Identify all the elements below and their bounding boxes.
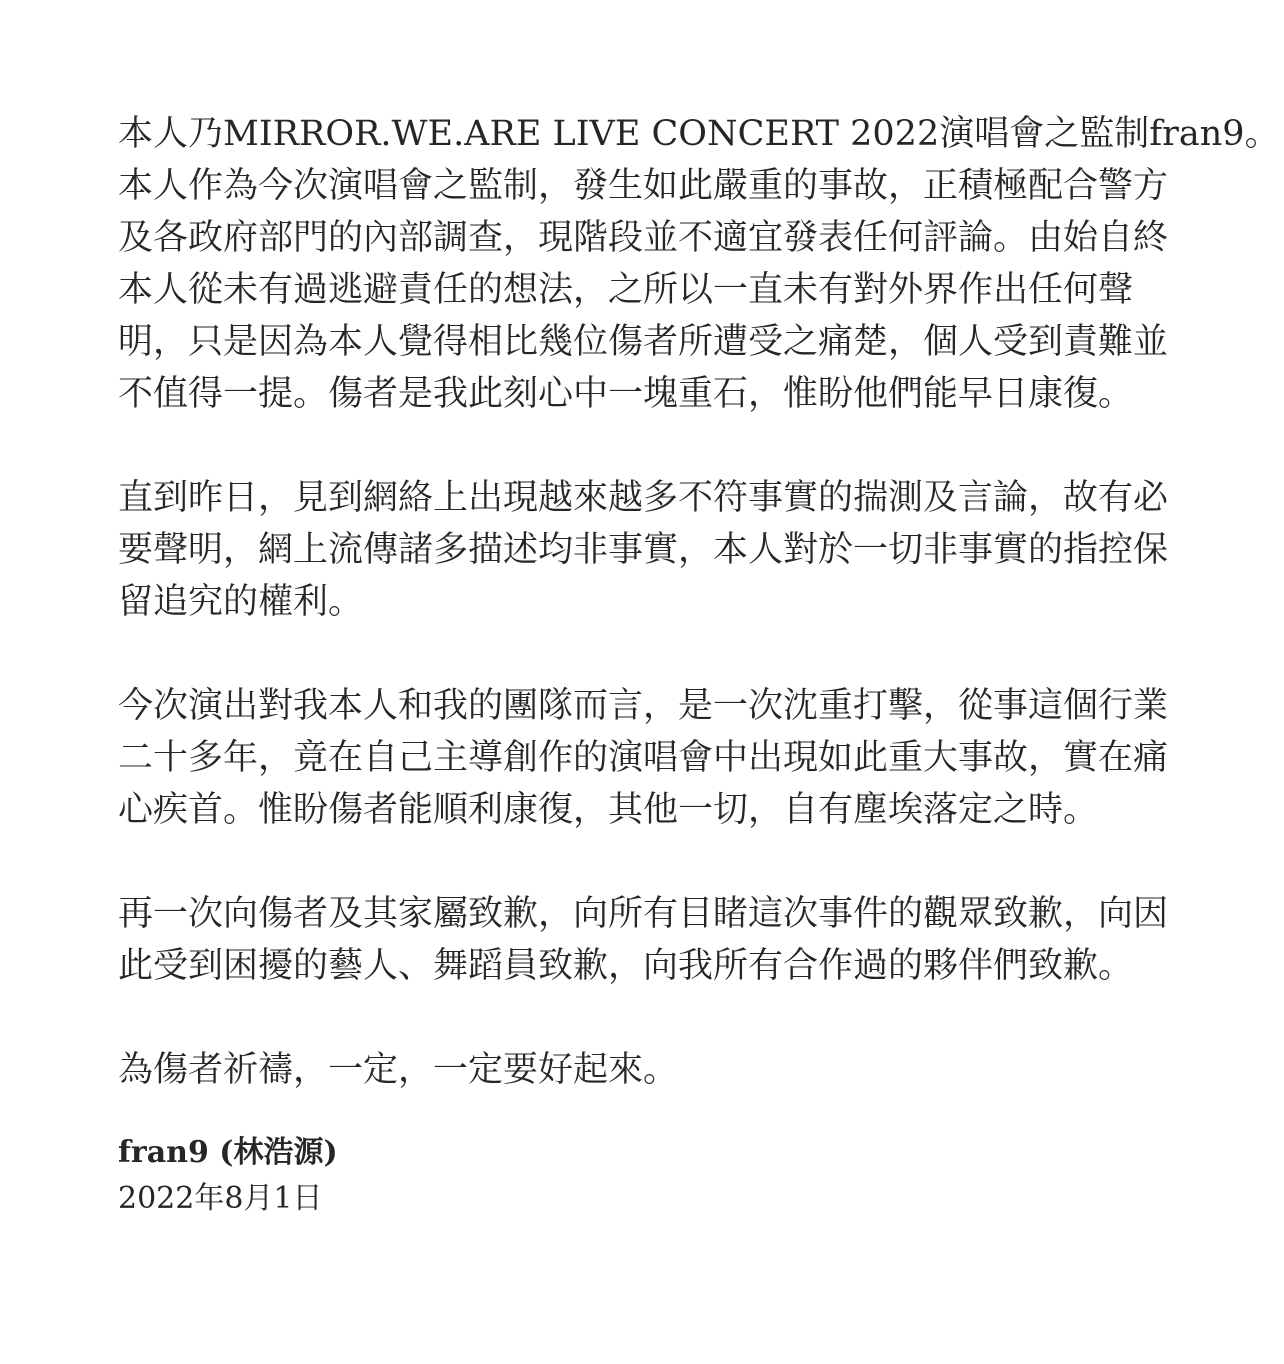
paragraph-3 — [118, 680, 1188, 836]
paragraph-5 — [118, 1044, 1188, 1096]
text-line: 此受到困擾的藝人、舞蹈員致歉，向我所有合作過的夥伴們致歉。 — [118, 946, 1134, 986]
text-line: 心疾首。惟盼傷者能順利康復，其他一切，自有塵埃落定之時。 — [118, 790, 1099, 830]
text-line: 直到昨日，見到網絡上出現越來越多不符事實的揣測及言論，故有必 — [118, 478, 1169, 518]
text-line: 本人乃MIRROR.WE.ARE LIVE CONCERT 2022演唱會之監制fran9。 — [118, 114, 1280, 154]
text-line: 明，只是因為本人覺得相比幾位傷者所遭受之痛楚，個人受到責難並 — [118, 322, 1169, 362]
signature-name: fran9 (林浩源) — [118, 1135, 338, 1170]
text-line: 本人作為今次演唱會之監制，發生如此嚴重的事故，正積極配合警方 — [118, 166, 1169, 206]
text-line: 留追究的權利。 — [118, 582, 364, 622]
text-line: 今次演出對我本人和我的團隊而言，是一次沈重打擊，從事這個行業 — [118, 686, 1169, 726]
text-line: 為傷者祈禱，一定，一定要好起來。 — [118, 1050, 679, 1090]
paragraph-4 — [118, 888, 1188, 992]
text-line: 不值得一提。傷者是我此刻心中一塊重石，惟盼他們能早日康復。 — [118, 374, 1134, 414]
paragraph-1 — [118, 108, 1280, 420]
text-line: 要聲明，網上流傳諸多描述均非事實，本人對於一切非事實的指控保 — [118, 530, 1169, 570]
statement-body — [118, 108, 1280, 1148]
text-line: 及各政府部門的內部調查，現階段並不適宜發表任何評論。由始自終 — [118, 218, 1169, 258]
paragraph-2 — [118, 472, 1188, 628]
text-line: 二十多年，竟在自己主導創作的演唱會中出現如此重大事故，實在痛 — [118, 738, 1169, 778]
signature-date: 2022年8月1日 — [118, 1181, 323, 1216]
text-line: 再一次向傷者及其家屬致歉，向所有目睹這次事件的觀眾致歉，向因 — [118, 894, 1169, 934]
text-line: 本人從未有過逃避責任的想法，之所以一直未有對外界作出任何聲 — [118, 270, 1134, 310]
signature-block — [118, 1130, 718, 1222]
